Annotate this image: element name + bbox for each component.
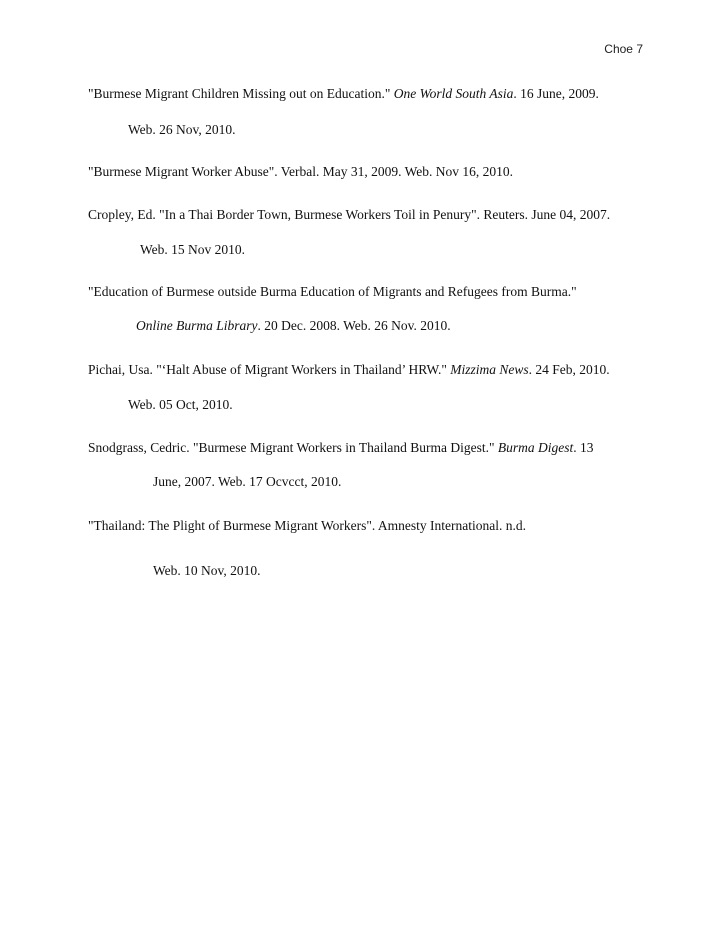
citation-2-line-1: [88, 164, 513, 180]
citation-1-access: Web. 26 Nov, 2010.: [128, 122, 236, 137]
citation-6-source: Burma Digest: [497, 440, 574, 455]
citation-1-date: . 16 June, 2009.: [513, 86, 599, 101]
citation-2-text: "Burmese Migrant Worker Abuse". Verbal. May 31, 2009. Web. Nov 16, 2010.: [88, 164, 514, 179]
citation-5-source: Mizzima News: [450, 362, 529, 377]
citation-5-text: Pichai, Usa. "‘Halt Abuse of Migrant Workers in Thailand’ HRW.": [88, 362, 451, 377]
citation-7-access: Web. 10 Nov, 2010.: [153, 563, 261, 578]
citation-1-line-1: [88, 86, 599, 102]
citation-7-line-2: [153, 563, 261, 579]
citation-6-line-2: [153, 474, 341, 490]
citation-4-date: . 20 Dec. 2008. Web. 26 Nov. 2010.: [257, 318, 451, 333]
page-header: Choe 7: [604, 42, 643, 56]
citation-4-line-1: [88, 284, 577, 300]
citation-7-text: "Thailand: The Plight of Burmese Migrant Workers". Amnesty International. n.d.: [88, 518, 526, 533]
citation-6-date: . 13: [573, 440, 594, 455]
citation-3-line-1: [88, 207, 610, 223]
citation-6-text: Snodgrass, Cedric. "Burmese Migrant Workers in Thailand Burma Digest.": [88, 440, 498, 455]
citation-5-date: . 24 Feb, 2010.: [528, 362, 610, 377]
citation-3-line-2: [140, 242, 245, 258]
citation-4-source: Online Burma Library: [136, 318, 258, 333]
citation-7-line-1: [88, 518, 526, 534]
citation-5-line-1: [88, 362, 610, 378]
citation-4-line-2: [136, 318, 451, 334]
citation-6-access: June, 2007. Web. 17 Ocvcct, 2010.: [153, 474, 342, 489]
citation-4-text: "Education of Burmese outside Burma Education of Migrants and Refugees from Burma.": [88, 284, 577, 299]
citation-3-text: Cropley, Ed. "In a Thai Border Town, Burmese Workers Toil in Penury". Reuters. June 04, 2007.: [88, 207, 611, 222]
citation-1-text: "Burmese Migrant Children Missing out on Education.": [88, 86, 394, 101]
citation-1-source: One World South Asia: [393, 86, 514, 101]
citation-3-access: Web. 15 Nov 2010.: [140, 242, 246, 257]
citation-5-line-2: [128, 397, 233, 413]
citation-6-line-1: [88, 440, 594, 456]
citation-1-line-2: [128, 122, 236, 138]
citation-5-access: Web. 05 Oct, 2010.: [128, 397, 233, 412]
